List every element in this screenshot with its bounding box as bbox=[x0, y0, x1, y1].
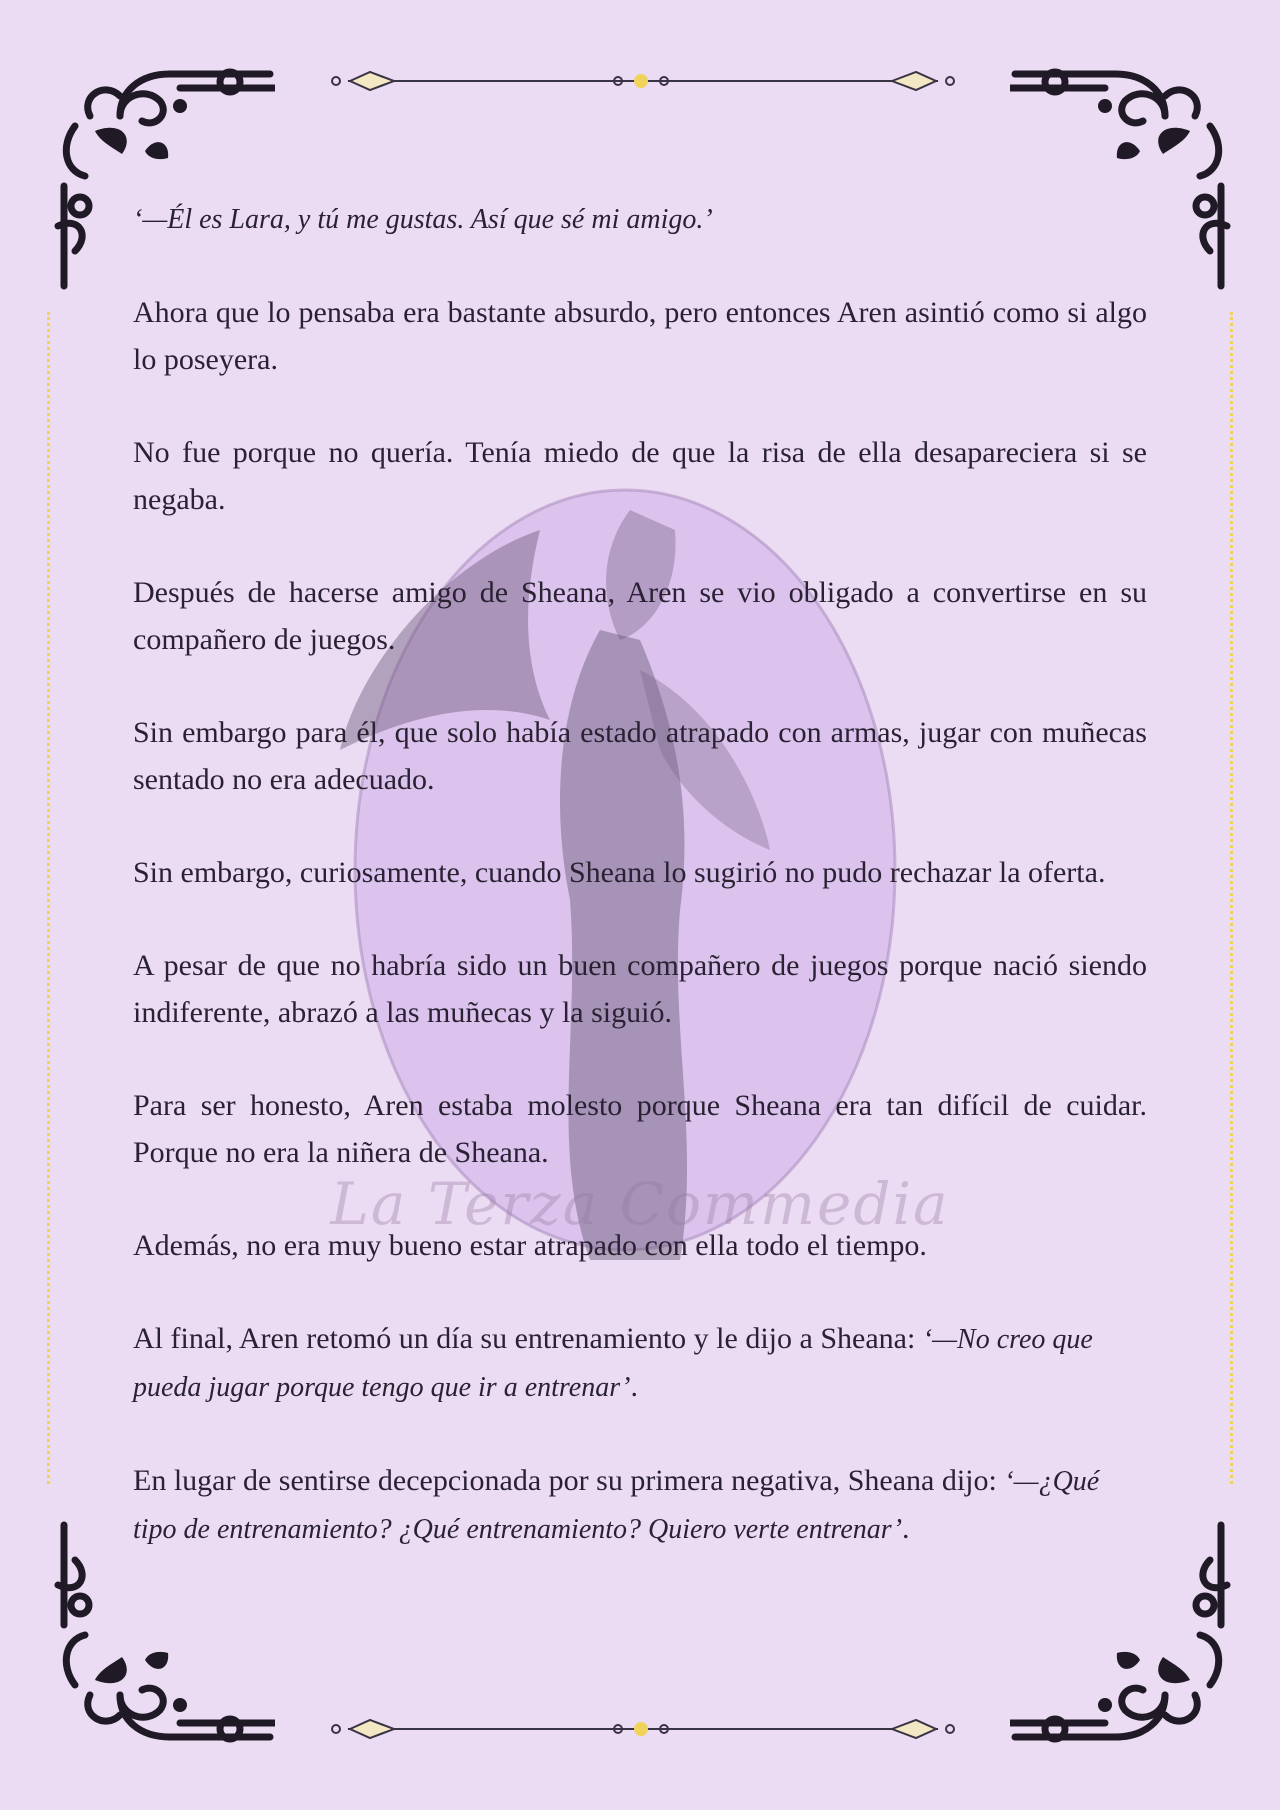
paragraph-9: Además, no era muy bueno estar atrapado con ella todo el tiempo. bbox=[133, 1229, 927, 1262]
paragraph-8: Para ser honesto, Aren estaba molesto porque Sheana era tan difícil de cuidar. Porque no era la niñera de Sheana. bbox=[133, 1089, 1147, 1169]
paragraph-4: Después de hacerse amigo de Sheana, Aren se vio obligado a convertirse en su compañero de juegos. bbox=[133, 576, 1147, 656]
story-text bbox=[133, 195, 1147, 1599]
paragraph-11-tail: . bbox=[902, 1512, 910, 1545]
right-dotted-border bbox=[1230, 312, 1237, 1484]
dialogue-italic: ‘—No creo que pueda jugar porque tengo que ir a entrenar’ bbox=[133, 1324, 1093, 1403]
dialogue-italic: ‘—Él es Lara, y tú me gustas. Así que sé mi amigo.’ bbox=[133, 204, 713, 235]
paragraph-6: Sin embargo, curiosamente, cuando Sheana lo sugirió no pudo rechazar la oferta. bbox=[133, 856, 1106, 889]
paragraph-5: Sin embargo para él, que solo había estado atrapado con armas, jugar con muñecas sentado no era adecuado. bbox=[133, 716, 1147, 796]
paragraph-11-text: En lugar de sentirse decepcionada por su primera negativa, Sheana dijo: bbox=[133, 1464, 1005, 1497]
paragraph-11 bbox=[133, 1457, 1147, 1553]
paragraph-7: A pesar de que no habría sido un buen compañero de juegos porque nació siendo indiferente, abrazó a las muñecas y la siguió. bbox=[133, 949, 1147, 1029]
dialogue-italic: ‘—¿Qué tipo de entrenamiento? ¿Qué entrenamiento? Quiero verte entrenar’ bbox=[133, 1466, 1100, 1545]
paragraph-1 bbox=[133, 195, 1147, 243]
bottom-divider-ornament bbox=[328, 1714, 958, 1744]
left-dotted-border bbox=[47, 312, 54, 1484]
paragraph-3: No fue porque no quería. Tenía miedo de que la risa de ella desapareciera si se negaba. bbox=[133, 436, 1147, 516]
paragraph-10-tail: . bbox=[630, 1370, 638, 1403]
paragraph-10 bbox=[133, 1315, 1147, 1411]
paragraph-2: Ahora que lo pensaba era bastante absurdo, pero entonces Aren asintió como si algo lo poseyera. bbox=[133, 296, 1147, 376]
watermark-text: La Terza Commedia bbox=[330, 1170, 950, 1238]
paragraph-10-text: Al final, Aren retomó un día su entrenamiento y le dijo a Sheana: bbox=[133, 1322, 923, 1355]
top-divider-ornament bbox=[328, 66, 958, 96]
